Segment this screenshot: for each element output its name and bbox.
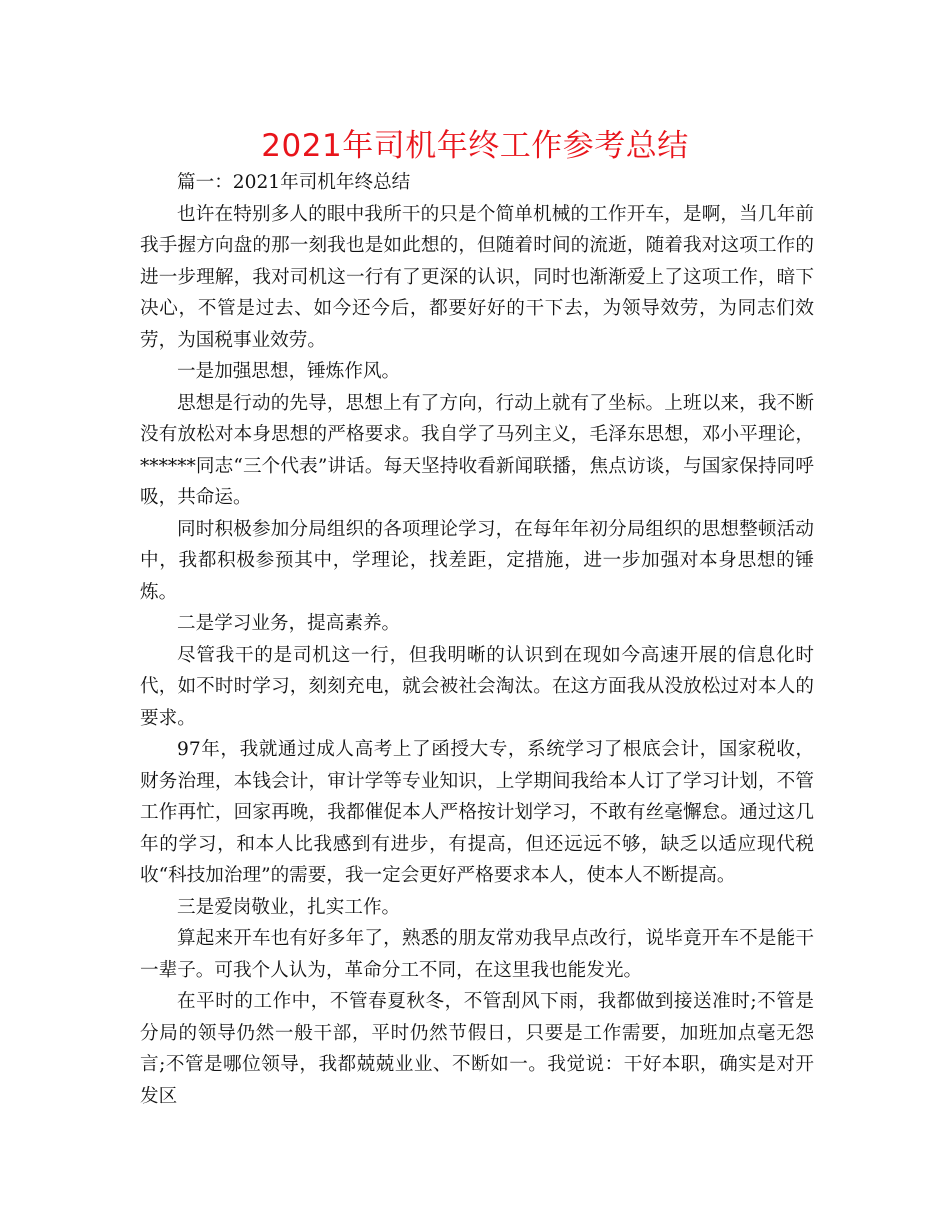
document-title: 2021年司机年终工作参考总结: [261, 128, 689, 164]
paragraph-subheading: 三是爱岗敬业，扎实工作。: [177, 896, 401, 918]
paragraph: 97年，我就通过成人高考上了函授大专，系统学习了根底会计，国家税收，财务治理，本钱会计，审计学等专业知识，上学期间我给本人订了学习计划，不管工作再忙，回家再晚，我都催促本人严格按计划学习，不敢有丝毫懈怠。通过这几年的学习，和本人比我感到有进步，有提高，但还远远不够，缺乏以适应现代税收“科技加治理”的需要，我一定会更好严格要求本人，使本人不断提高。: [140, 739, 814, 886]
paragraph: 算起来开车也有好多年了，熟悉的朋友常劝我早点改行，说毕竟开车不是能干一辈子。可我个人认为，革命分工不同，在这里我也能发光。: [140, 928, 814, 981]
paragraph-subheading: 二是学习业务，提高素养。: [177, 613, 401, 634]
document-body: [140, 167, 814, 1112]
paragraph-subheading: 一是加强思想，锤炼作风。: [177, 361, 401, 382]
paragraph: 尽管我干的是司机这一行，但我明晰的认识到在现如今高速开展的信息化时代，如不时时学习，刻刻充电，就会被社会淘汰。在这方面我从没放松过对本人的要求。: [140, 644, 814, 729]
paragraph: 也许在特别多人的眼中我所干的只是个简单机械的工作开车，是啊，当几年前我手握方向盘的那一刻我也是如此想的，但随着时间的流逝，随着我对这项工作的进一步理解，我对司机这一行有了更深的认识，同时也渐渐爱上了这项工作，暗下决心，不管是过去、如今还今后，都要好好的干下去，为领导效劳，为同志们效劳，为国税事业效劳。: [140, 203, 814, 351]
paragraph: 在平时的工作中，不管春夏秋冬，不管刮风下雨，我都做到接送准时;不管是分局的领导仍然一般干部，平时仍然节假日，只要是工作需要，加班加点毫无怨言;不管是哪位领导，我都兢兢业业、不断如一。我觉说：干好本职，确实是对开发区: [140, 991, 814, 1107]
paragraph: 同时积极参加分局组织的各项理论学习，在每年年初分局组织的思想整顿活动中，我都积极参预其中，学理论，找差距，定措施，进一步加强对本身思想的锤炼。: [140, 518, 814, 603]
paragraph: 思想是行动的先导，思想上有了方向，行动上就有了坐标。上班以来，我不断没有放松对本身思想的严格要求。我自学了马列主义，毛泽东思想，邓小平理论，******同志“三个代表”讲话。每天坚持收看新闻联播，焦点访谈，与国家保持同呼吸，共命运。: [140, 392, 814, 508]
paragraph-section-heading: 篇一：2021年司机年终总结: [177, 172, 411, 193]
